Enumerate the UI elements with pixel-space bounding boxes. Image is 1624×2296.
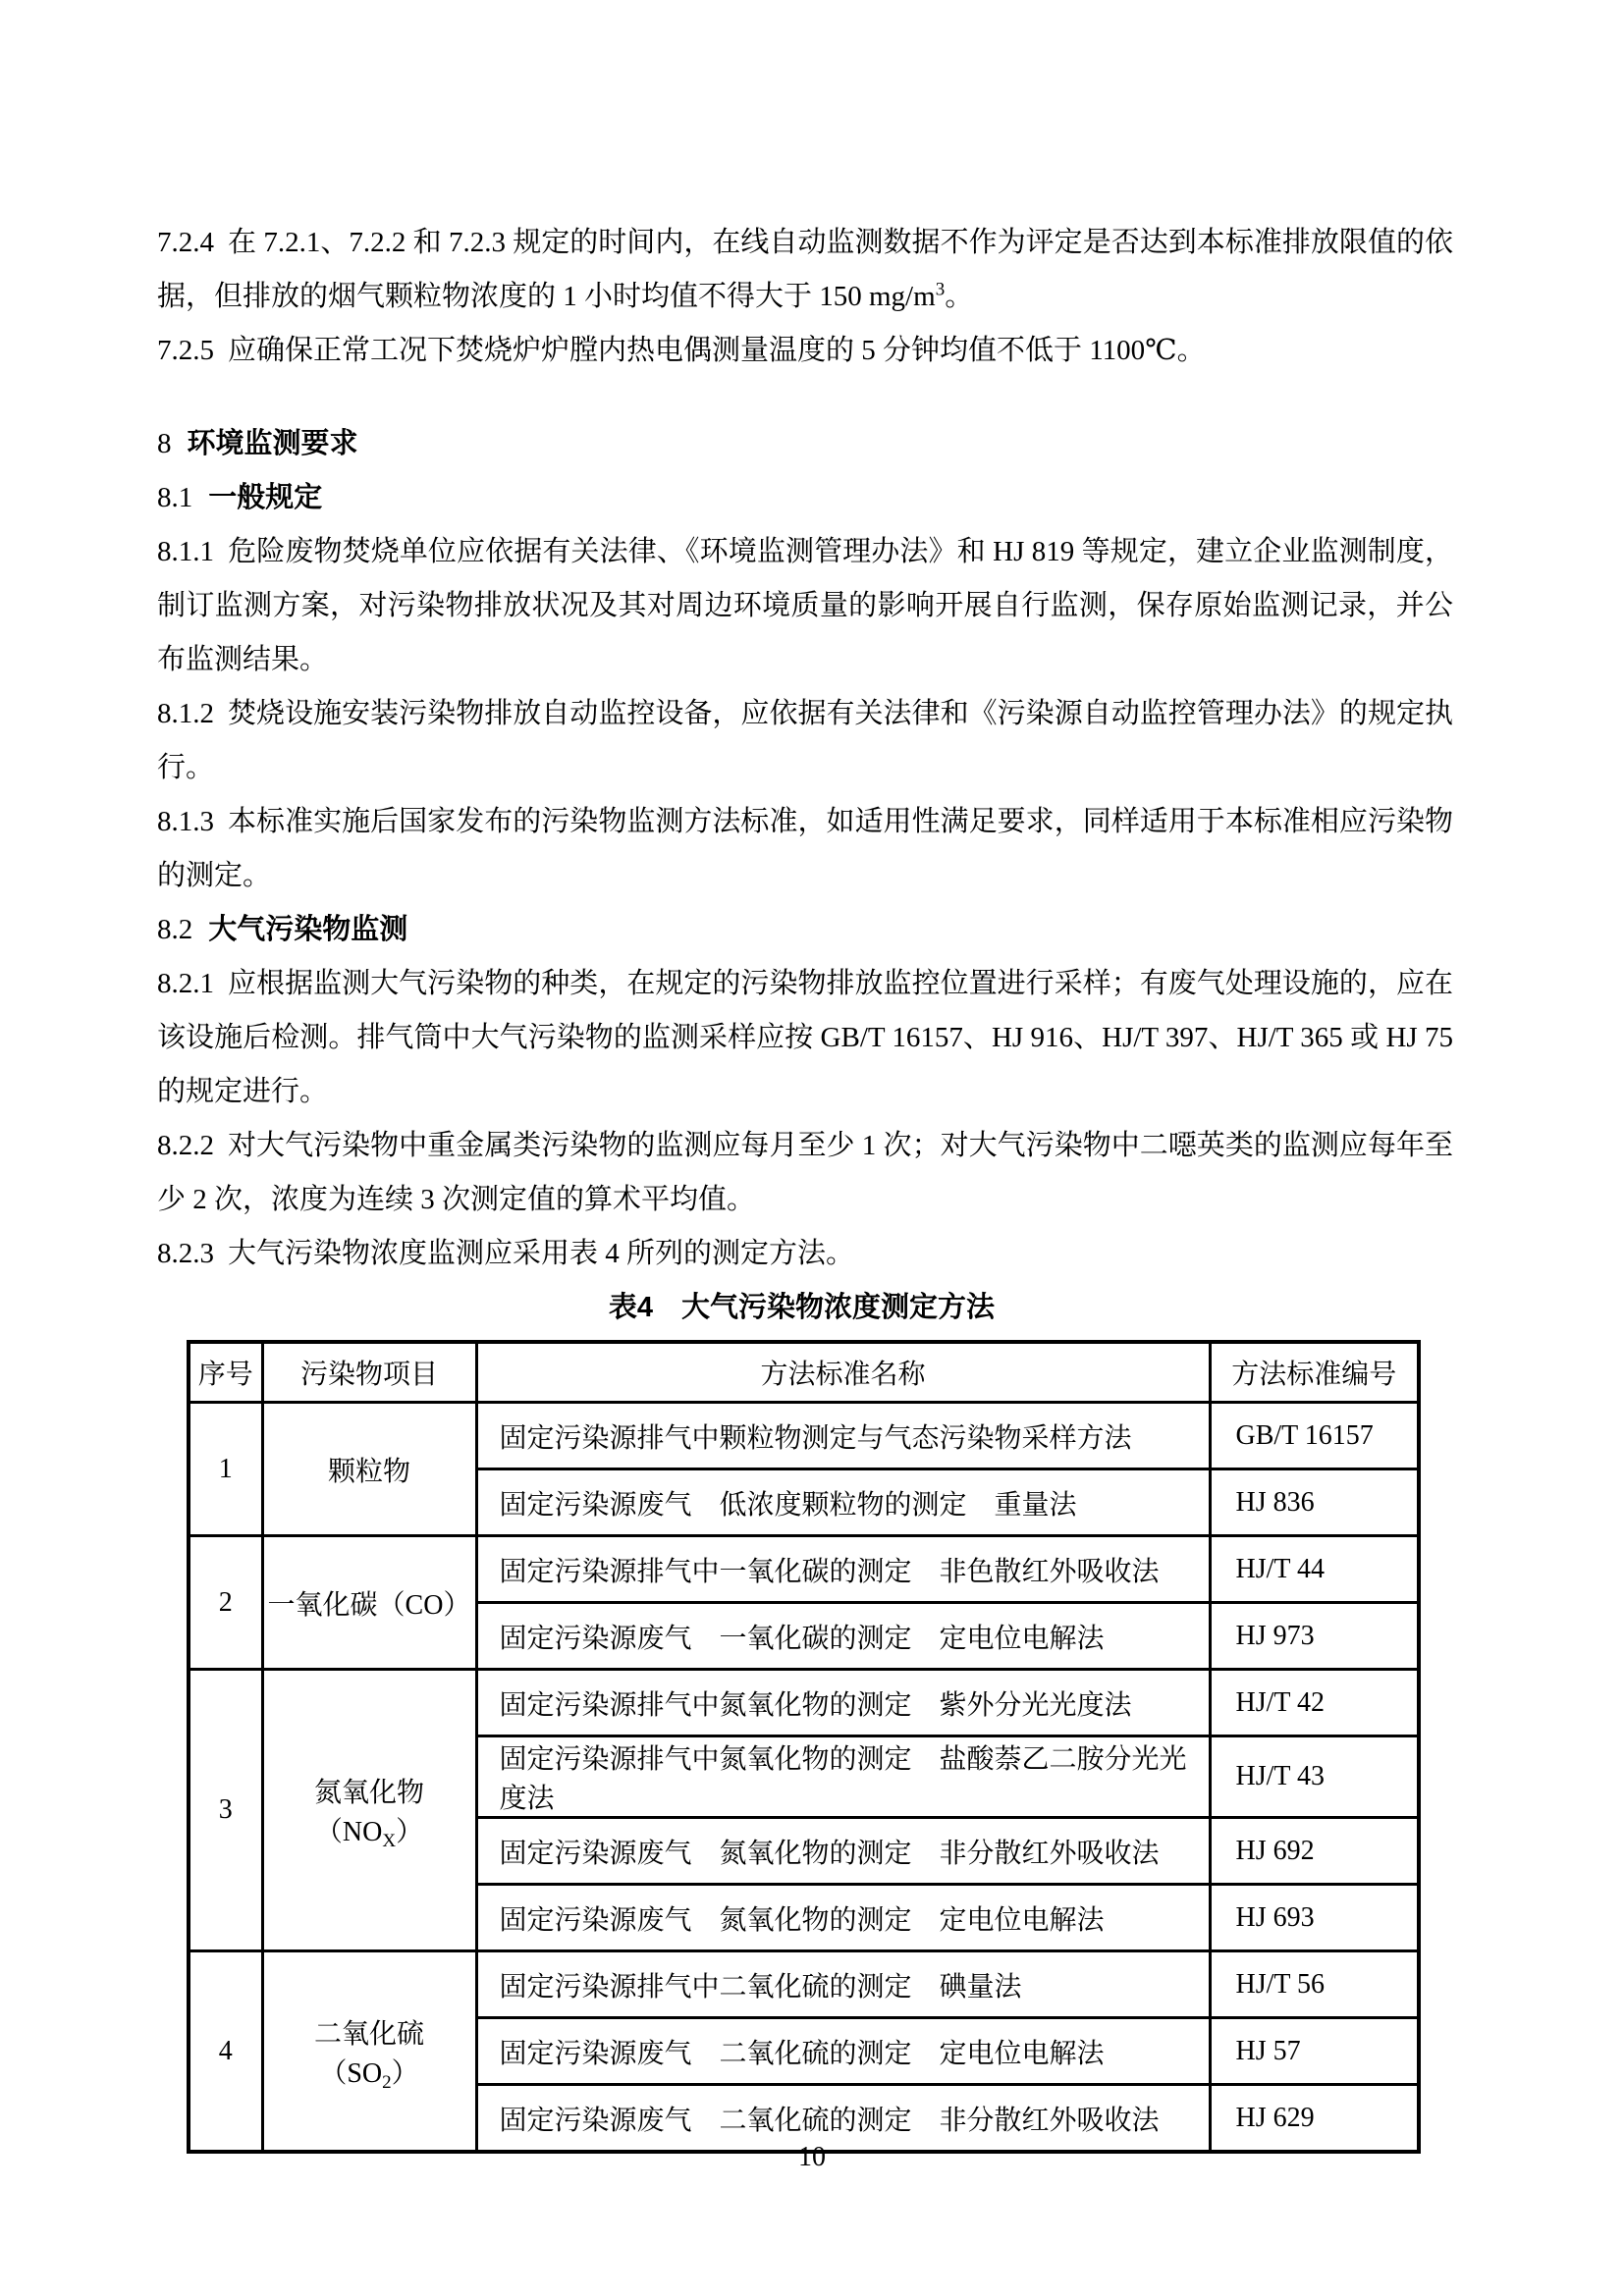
heading-number: 8.2 [157,914,193,945]
pollutant-name: 颗粒物 [327,1456,410,1487]
clause-8-2-1 [157,957,1453,1119]
cell-method-name: 固定污染源排气中颗粒物测定与气态污染物采样方法 [476,1403,1210,1469]
header-seq-no: 序号 [189,1342,262,1403]
clause-number: 8.1.1 [157,536,214,567]
cell-seq-no: 3 [189,1670,262,1951]
clause-7-2-5 [157,324,1453,378]
table-header-row [189,1342,1419,1403]
cell-method-name: 固定污染源废气 二氧化硫的测定 非分散红外吸收法 [476,2085,1210,2153]
cell-pollutant [262,1670,476,1951]
table-row [189,1536,1419,1603]
cell-method-code: HJ 629 [1210,2085,1419,2153]
page-number: 10 [798,2142,826,2172]
section-heading-8-1 [157,471,1453,525]
clause-number: 8.1.3 [157,806,214,837]
cell-method-code: HJ 836 [1210,1469,1419,1536]
cell-method-code: HJ/T 42 [1210,1670,1419,1736]
table4-measurement-methods [187,1340,1421,2154]
clause-7-2-4 [157,216,1453,324]
cell-method-code: HJ/T 56 [1210,1951,1419,2018]
document-body [157,216,1453,2154]
heading-title: 环境监测要求 [187,428,358,459]
heading-number: 8.1 [157,482,193,513]
pollutant-subscript: X [382,1831,397,1851]
pollutant-name: 二氧化硫（SO [313,2018,424,2089]
cell-method-name: 固定污染源排气中二氧化硫的测定 碘量法 [476,1951,1210,2018]
header-pollutant: 污染物项目 [262,1342,476,1403]
clause-text: 本标准实施后国家发布的污染物监测方法标准，如适用性满足要求，同样适用于本标准相应污染物的测定。 [157,806,1453,891]
table-row [189,1670,1419,1736]
section-heading-8 [157,417,1453,471]
cell-method-code: GB/T 16157 [1210,1403,1419,1469]
clause-text: 焚烧设施安装污染物排放自动监控设备，应依据有关法律和《污染源自动监控管理办法》的规定执行。 [157,698,1453,783]
clause-number: 8.2.3 [157,1238,214,1269]
cell-pollutant [262,1536,476,1670]
clause-number: 8.1.2 [157,698,214,729]
section-heading-8-2 [157,903,1453,957]
cell-pollutant [262,1403,476,1536]
cell-method-code: HJ/T 43 [1210,1736,1419,1818]
header-method-name: 方法标准名称 [476,1342,1210,1403]
clause-text: 危险废物焚烧单位应依据有关法律、《环境监测管理办法》和 HJ 819 等规定，建立企业监测制度，制订监测方案，对污染物排放状况及其对周边环境质量的影响开展自行监测，保存原始监测记录，并公布监测结果。 [157,536,1453,675]
clause-text: 在 7.2.1、7.2.2 和 7.2.3 规定的时间内，在线自动监测数据不作为评定是否达到本标准排放限值的依据，但排放的烟气颗粒物浓度的 1 小时均值不得大于 150 mg/m [157,227,1453,312]
cell-method-name: 固定污染源废气 氮氧化物的测定 定电位电解法 [476,1885,1210,1951]
pollutant-name-close: ） [396,1817,424,1847]
cell-pollutant [262,1951,476,2153]
cell-method-name: 固定污染源废气 一氧化碳的测定 定电位电解法 [476,1603,1210,1670]
cell-method-code: HJ 693 [1210,1885,1419,1951]
header-method-code: 方法标准编号 [1210,1342,1419,1403]
clause-text: 大气污染物浓度监测应采用表 4 所列的测定方法。 [228,1238,855,1269]
cell-method-code: HJ 692 [1210,1818,1419,1885]
cell-method-code: HJ/T 44 [1210,1536,1419,1603]
cell-seq-no: 2 [189,1536,262,1670]
clause-number: 8.2.1 [157,968,214,999]
cell-seq-no: 1 [189,1403,262,1536]
clause-8-2-2 [157,1119,1453,1227]
clause-number: 7.2.4 [157,227,214,258]
cell-method-name: 固定污染源废气 氮氧化物的测定 非分散红外吸收法 [476,1818,1210,1885]
clause-number: 8.2.2 [157,1130,214,1161]
cell-method-code: HJ 973 [1210,1603,1419,1670]
cell-seq-no: 4 [189,1951,262,2153]
clause-text: 应确保正常工况下焚烧炉炉膛内热电偶测量温度的 5 分钟均值不低于 1100℃。 [228,335,1206,366]
cell-method-name: 固定污染源排气中氮氧化物的测定 盐酸萘乙二胺分光光度法 [476,1736,1210,1818]
heading-number: 8 [157,428,172,459]
table-row [189,1403,1419,1469]
cell-method-code: HJ 57 [1210,2018,1419,2085]
pollutant-name: 一氧化碳（CO） [267,1589,471,1621]
pollutant-name: 氮氧化物（NO [313,1778,424,1847]
pollutant-subscript: 2 [382,2071,392,2093]
cell-method-name: 固定污染源排气中氮氧化物的测定 紫外分光光度法 [476,1670,1210,1736]
heading-title: 大气污染物监测 [208,914,408,945]
cell-method-name: 固定污染源排气中一氧化碳的测定 非色散红外吸收法 [476,1536,1210,1603]
cell-method-name: 固定污染源废气 二氧化硫的测定 定电位电解法 [476,2018,1210,2085]
clause-8-1-3 [157,795,1453,903]
superscript-3: 3 [935,279,946,300]
clause-text: 应根据监测大气污染物的种类，在规定的污染物排放监控位置进行采样；有废气处理设施的，应在该设施后检测。排气筒中大气污染物的监测采样应按 GB/T 16157、HJ 916、HJ/T 397、HJ/T 365 或 HJ 75 的规定进行。 [157,968,1453,1107]
pollutant-name-close: ） [391,2057,419,2089]
clause-8-1-2 [157,687,1453,795]
clause-8-2-3 [157,1227,1453,1281]
clause-text-end: 。 [945,281,974,312]
clause-text: 对大气污染物中重金属类污染物的监测应每月至少 1 次；对大气污染物中二噁英类的监测应每年至少 2 次，浓度为连续 3 次测定值的算术平均值。 [157,1130,1453,1215]
clause-8-1-1 [157,525,1453,687]
heading-title: 一般规定 [208,482,323,513]
table4-title: 表4 大气污染物浓度测定方法 [608,1292,996,1323]
cell-method-name: 固定污染源废气 低浓度颗粒物的测定 重量法 [476,1469,1210,1536]
table4-body [189,1403,1419,2153]
table-row [189,1951,1419,2018]
clause-number: 7.2.5 [157,335,214,366]
